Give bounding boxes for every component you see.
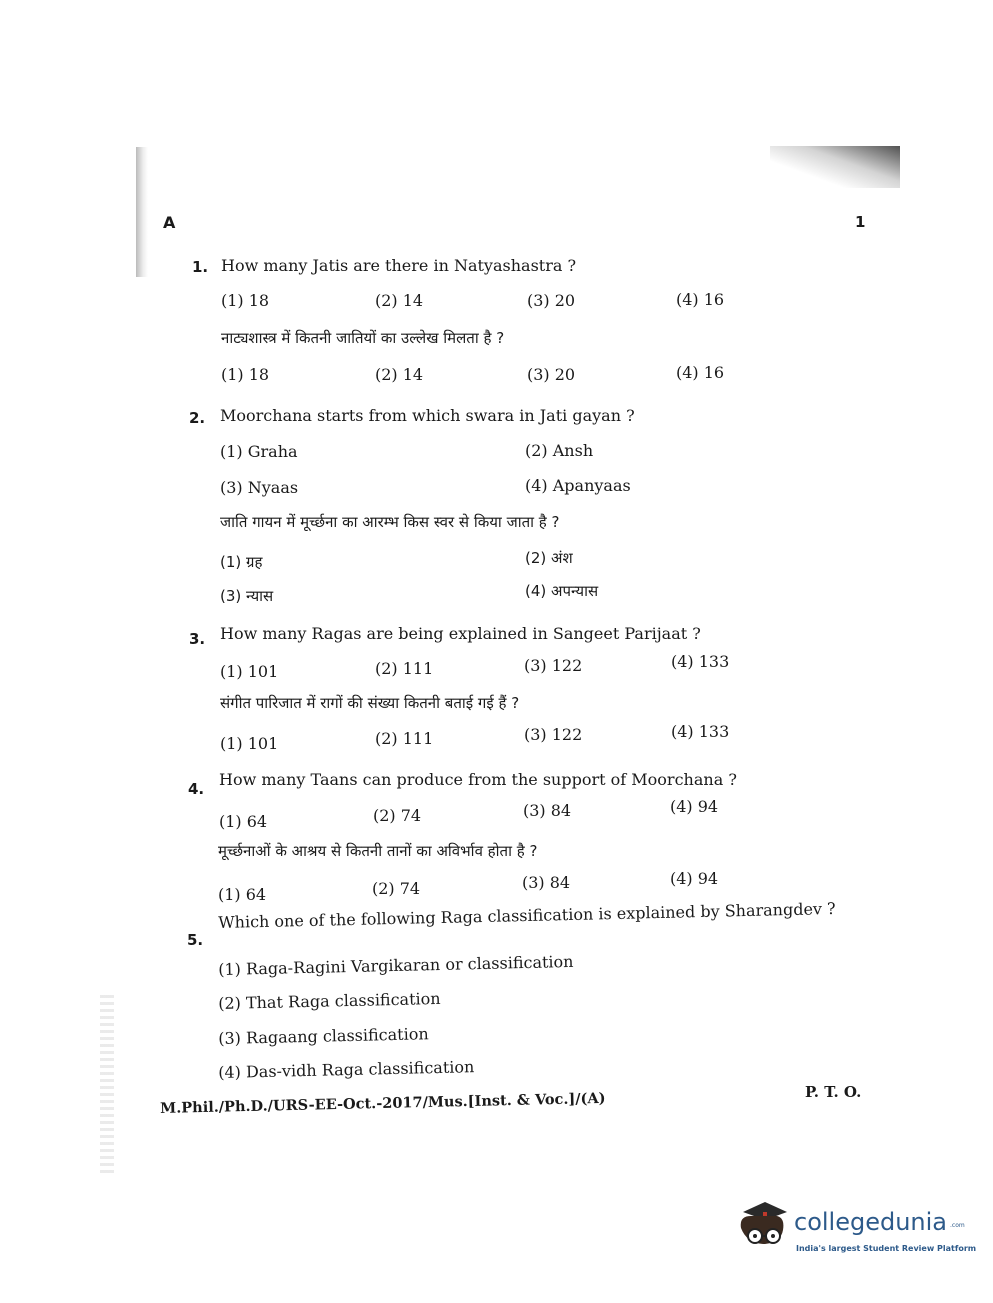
option-3: (3) Ragaang classification (218, 1024, 429, 1048)
option-2: (2) 111 (375, 659, 434, 678)
option-3: (3) 20 (527, 291, 576, 310)
question-text-hindi: संगीत पारिजात में रागों की संख्या कितनी बताई गई हैं ? (220, 694, 520, 712)
option-1: (1) 64 (219, 812, 268, 831)
scan-corner-shadow (770, 146, 900, 188)
option-2-hindi: (2) 14 (375, 365, 424, 384)
option-4-hindi: (4) अपन्यास (525, 582, 599, 600)
option-2-hindi: (2) 74 (372, 879, 421, 898)
question-text: How many Ragas are being explained in Sangeet Parijaat ? (220, 624, 701, 643)
question-text-hindi: मूर्च्छनाओं के आश्रय से कितनी तानों का अविर्भाव होता है ? (218, 842, 538, 860)
option-1-hindi: (1) ग्रह (220, 553, 263, 571)
page-number: 1 (855, 213, 866, 231)
option-3: (3) Nyaas (220, 478, 299, 497)
question-text: How many Taans can produce from the support of Moorchana ? (219, 770, 737, 789)
option-4-hindi: (4) 16 (676, 363, 725, 382)
question-text-hindi: नाट्यशास्त्र में कितनी जातियों का उल्लेख मिलता है ? (221, 329, 505, 347)
option-3-hindi: (3) 122 (524, 725, 583, 744)
option-3: (3) 84 (523, 801, 572, 820)
scan-edge-mark (136, 147, 148, 277)
question-text: Which one of the following Raga classification is explained by Sharangdev ? (218, 898, 836, 932)
option-1-hindi: (1) 64 (218, 885, 267, 904)
option-1: (1) 101 (220, 662, 279, 681)
option-3: (3) 122 (524, 656, 583, 675)
question-text: How many Jatis are there in Natyashastra ? (221, 256, 577, 275)
question-text-hindi: जाति गायन में मूर्च्छना का आरम्भ किस स्वर से किया जाता है ? (220, 513, 560, 531)
option-4: (4) 94 (670, 797, 719, 816)
option-3-hindi: (3) 20 (527, 365, 576, 384)
question-number: 3. (189, 630, 206, 648)
option-3-hindi: (3) 84 (522, 873, 571, 892)
option-2: (2) That Raga classification (218, 988, 441, 1013)
option-4: (4) Apanyaas (525, 476, 631, 495)
option-2-hindi: (2) 111 (375, 729, 434, 748)
question-number: 4. (188, 780, 205, 798)
set-letter: A (163, 213, 176, 232)
option-2-hindi: (2) अंश (525, 549, 573, 567)
option-1: (1) Graha (220, 442, 298, 461)
question-number: 5. (187, 931, 204, 949)
option-4: (4) Das-vidh Raga classification (218, 1057, 475, 1082)
paper-code: M.Phil./Ph.D./URS-EE-Oct.-2017/Mus.[Inst. & Voc.]/(A) (160, 1089, 606, 1117)
brand-suffix: .com (950, 1222, 965, 1229)
brand-tagline: India's largest Student Review Platform (796, 1244, 977, 1253)
question-number: 1. (192, 258, 209, 276)
pto-label: P. T. O. (805, 1083, 862, 1101)
option-1-hindi: (1) 18 (221, 365, 270, 384)
option-4: (4) 133 (671, 652, 730, 671)
option-2: (2) 74 (373, 806, 422, 825)
option-1: (1) Raga-Ragini Vargikaran or classification (218, 951, 574, 979)
option-2: (2) 14 (375, 291, 424, 310)
option-4: (4) 16 (676, 290, 725, 309)
option-1: (1) 18 (221, 291, 270, 310)
scan-edge-mark (100, 995, 114, 1175)
question-text: Moorchana starts from which swara in Jati gayan ? (220, 406, 635, 425)
option-4-hindi: (4) 133 (671, 722, 730, 741)
option-2: (2) Ansh (525, 441, 594, 460)
option-3-hindi: (3) न्यास (220, 587, 274, 605)
option-4-hindi: (4) 94 (670, 869, 719, 888)
brand-name: collegedunia (794, 1208, 948, 1236)
mascot-icon (735, 1198, 791, 1256)
option-1-hindi: (1) 101 (220, 734, 279, 753)
question-number: 2. (189, 409, 206, 427)
